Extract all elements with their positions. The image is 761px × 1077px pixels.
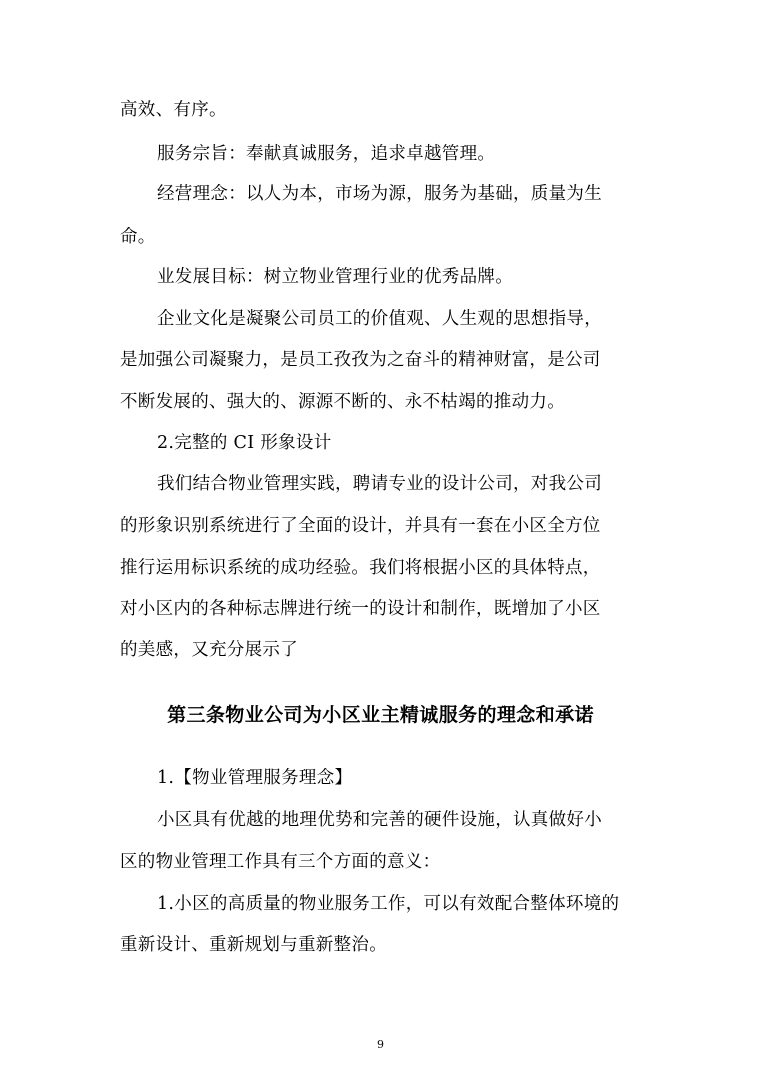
section-heading: 第三条物业公司为小区业主精诚服务的理念和承诺 <box>167 704 594 726</box>
page-number: 9 <box>377 1038 384 1051</box>
text-line: 不断发展的、强大的、源源不断的、永不枯竭的推动力。 <box>120 392 565 412</box>
subsection-title: 2.完整的 CI 形象设计 <box>157 433 332 453</box>
text-line: 服务宗旨：奉献真诚服务，追求卓越管理。 <box>157 144 496 164</box>
text-line: 高效、有序。 <box>120 100 227 120</box>
text-line: 区的物业管理工作具有三个方面的意义： <box>120 852 441 872</box>
text-line: 推行运用标识系统的成功经验。我们将根据小区的具体特点， <box>120 558 601 578</box>
text-line: 对小区内的各种标志牌进行统一的设计和制作，既增加了小区 <box>120 599 601 619</box>
text-line: 是加强公司凝聚力，是员工孜孜为之奋斗的精神财富，是公司 <box>120 350 601 370</box>
text-line: 的形象识别系统进行了全面的设计，并具有一套在小区全方位 <box>120 516 601 536</box>
text-line: 企业文化是凝聚公司员工的价值观、人生观的思想指导， <box>157 309 602 329</box>
subsection-title: 1.【物业管理服务理念】 <box>157 768 353 788</box>
text-line: 我们结合物业管理实践，聘请专业的设计公司，对我公司 <box>157 474 602 494</box>
text-line: 的美感，又充分展示了 <box>120 640 298 660</box>
text-line: 重新设计、重新规划与重新整治。 <box>120 935 387 955</box>
text-line: 1.小区的高质量的物业服务工作，可以有效配合整体环境的 <box>157 894 620 914</box>
text-line: 业发展目标：树立物业管理行业的优秀品牌。 <box>157 267 513 287</box>
text-line: 命。 <box>120 227 156 247</box>
text-line: 小区具有优越的地理优势和完善的硬件设施，认真做好小 <box>157 810 602 830</box>
text-line: 经营理念：以人为本，市场为源，服务为基础，质量为生 <box>157 184 602 204</box>
